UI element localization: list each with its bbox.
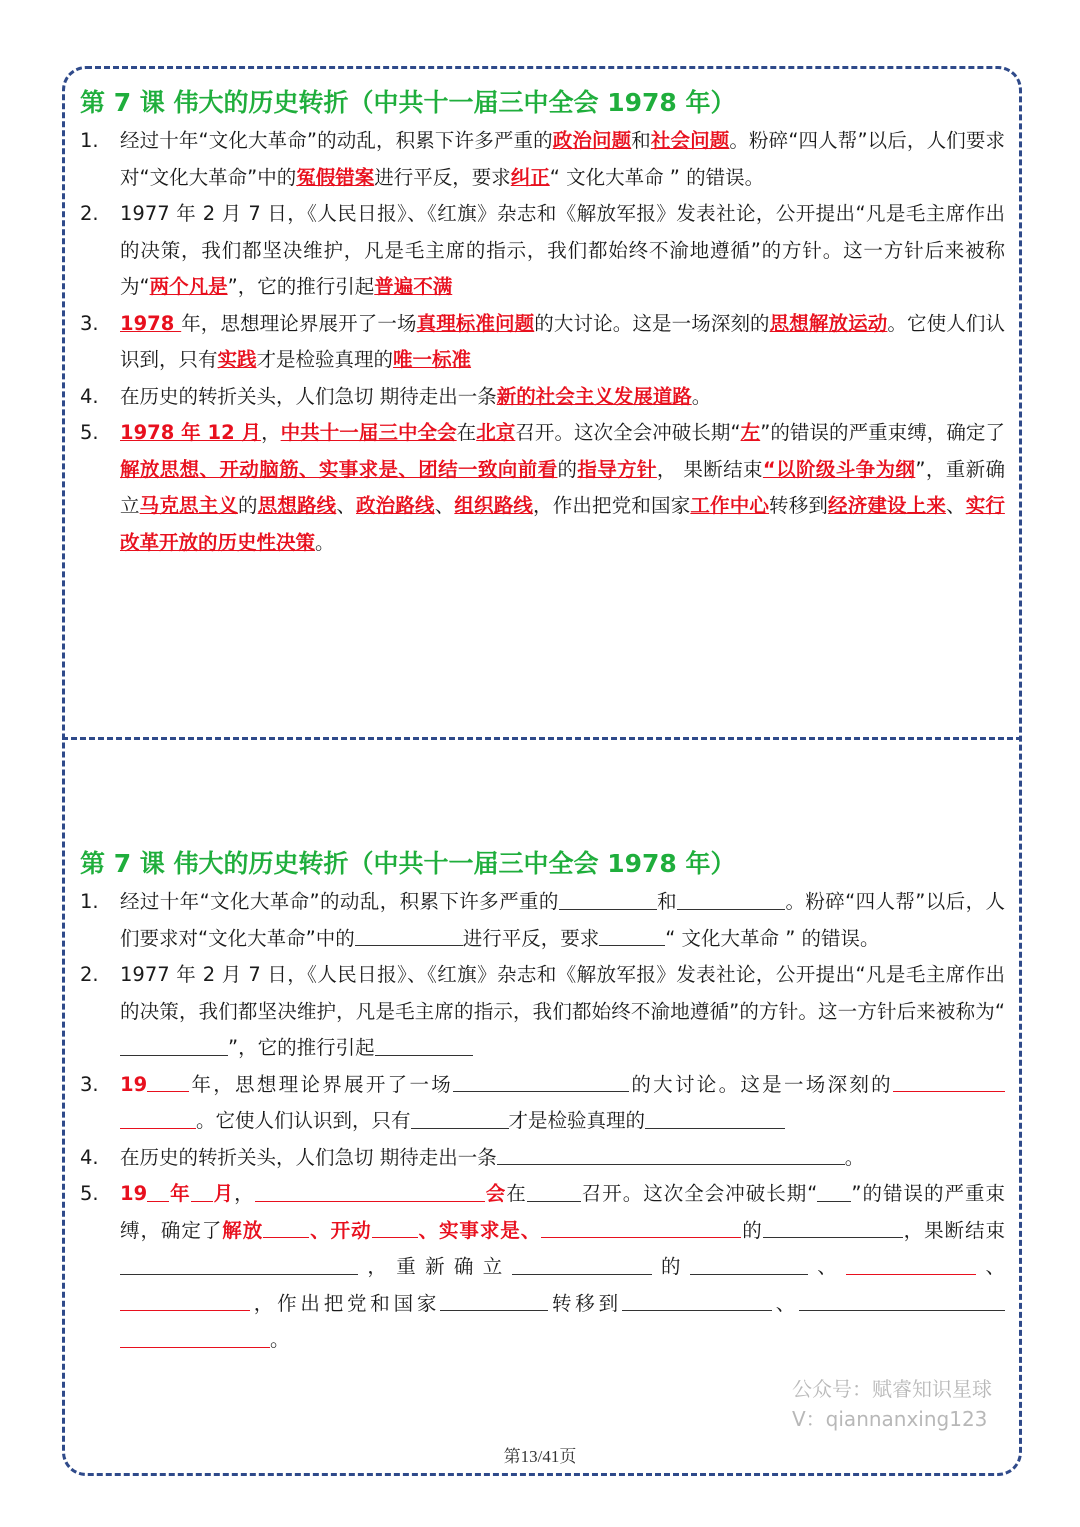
section-divider (62, 737, 1022, 740)
answer-blank[interactable] (622, 1291, 772, 1312)
item-text: 19 年，思想理论界展开了一场 的大讨论。这是一场深刻的。它使人们认识到，只有 才是检验真理的 (120, 1067, 1005, 1140)
list-item-4 (80, 379, 1005, 416)
list-item-5 (80, 415, 1005, 561)
answer-blank[interactable] (512, 1254, 652, 1275)
answer-blank[interactable] (440, 1291, 548, 1312)
answer-blank[interactable] (599, 926, 665, 947)
answer-blank[interactable] (263, 1218, 309, 1239)
item-text: 1977 年 2 月 7 日，《人民日报》、《红旗》杂志和《解放军报》发表社论，公开提出“凡是毛主席作出的决策，我们都坚决维护，凡是毛主席的指示，我们都始终不渝地遵循”的方针。这一方针后来被称为“”，它的推行引起 (120, 963, 1005, 1059)
answer-blank[interactable] (541, 1218, 741, 1239)
list-item-5 (80, 1176, 1005, 1359)
list-item-3 (80, 1067, 1005, 1140)
watermark (792, 1374, 992, 1434)
list-item-4 (80, 1140, 1005, 1177)
answer-blank[interactable] (191, 1181, 213, 1202)
answer-blank[interactable] (120, 1327, 270, 1348)
answer-blank[interactable] (645, 1108, 785, 1129)
answer-blank[interactable] (817, 1181, 851, 1202)
answer-blank[interactable] (453, 1072, 629, 1093)
item-number: 5. (80, 421, 99, 444)
answer-blank[interactable] (763, 1218, 903, 1239)
lesson-title: 第 7 课 伟大的历史转折（中共十一届三中全会 1978 年） (80, 849, 736, 878)
item-text: 经过十年“文化大革命”的动乱，积累下许多严重的 和 。粉碎“四人帮”以后，人们要求对“文化大革命”中的 进行平反，要求 “ 文化大革命 ” 的错误。 (120, 890, 1005, 950)
answer-section (80, 85, 1005, 561)
answer-blank[interactable] (375, 1035, 473, 1056)
list-item-3 (80, 306, 1005, 379)
watermark-line: 公众号：赋睿知识星球 (792, 1377, 992, 1401)
item-number: 2. (80, 202, 99, 225)
item-text: 在历史的转折关头，人们急切 期待走出一条新的社会主义发展道路。 (120, 384, 712, 408)
answer-blank[interactable] (120, 1108, 196, 1129)
answer-blank[interactable] (147, 1181, 169, 1202)
item-text: 19 年 月， 会在 召开。这次全会冲破长期“ ”的错误的严重束缚，确定了解放 、开动 、实事求是、 的 ，果断结束，重新确立 的 、 、，作出把党和国家 转移到 、。 (120, 1182, 1005, 1351)
answer-blank[interactable] (559, 889, 657, 910)
list-item-2 (80, 957, 1005, 1067)
answer-blank[interactable] (677, 889, 785, 910)
answer-blank[interactable] (147, 1072, 189, 1093)
item-number: 1. (80, 129, 99, 152)
item-number: 4. (80, 384, 99, 408)
answer-blank[interactable] (255, 1181, 485, 1202)
page-number: 第13/41页 (503, 1447, 577, 1466)
answer-blank[interactable] (893, 1072, 1005, 1093)
answer-blank[interactable] (846, 1254, 976, 1275)
answer-blank[interactable] (799, 1291, 1005, 1312)
item-number: 3. (80, 311, 99, 335)
answer-blank[interactable] (120, 1035, 228, 1056)
item-text: 1978 年 12 月，中共十一届三中全会在北京召开。这次全会冲破长期“左”的错误的严重束缚，确定了解放思想、开动脑筋、实事求是、团结一致向前看的指导方针， 果断结束“以阶级斗争为纲”，重新确立马克思主义的思想路线、政治路线、组织路线，作出把党和国家工作中心转移到经济建设上来、实行改革开放的历史性决策。 (120, 421, 1005, 554)
lesson-title: 第 7 课 伟大的历史转折（中共十一届三中全会 1978 年） (80, 88, 736, 117)
item-number: 3. (80, 1072, 99, 1096)
answer-blank[interactable] (120, 1254, 358, 1275)
answer-blank[interactable] (690, 1254, 808, 1275)
list-item-1 (80, 123, 1005, 196)
list-item-2 (80, 196, 1005, 306)
item-number: 1. (80, 890, 99, 913)
answer-blank[interactable] (372, 1218, 418, 1239)
answer-blank[interactable] (497, 1145, 845, 1166)
item-text: 经过十年“文化大革命”的动乱，积累下许多严重的政治问题和社会问题。粉碎“四人帮”以后，人们要求对“文化大革命”中的冤假错案进行平反，要求纠正“ 文化大革命 ” 的错误。 (120, 129, 1005, 189)
list-item-1 (80, 884, 1005, 957)
item-number: 2. (80, 963, 99, 986)
answer-blank[interactable] (411, 1108, 509, 1129)
item-number: 4. (80, 1145, 99, 1169)
item-text: 1978 年，思想理论界展开了一场真理标准问题的大讨论。这是一场深刻的思想解放运动。它使人们认识到，只有实践才是检验真理的唯一标准 (120, 311, 1005, 371)
item-text: 1977 年 2 月 7 日，《人民日报》、《红旗》杂志和《解放军报》发表社论，公开提出“凡是毛主席作出的决策，我们都坚决维护，凡是毛主席的指示，我们都始终不渝地遵循”的方针。这一方针后来被称为“两个凡是”，它的推行引起普遍不满 (120, 202, 1005, 298)
answer-blank[interactable] (355, 926, 463, 947)
answer-blank[interactable] (120, 1291, 250, 1312)
blank-section (80, 846, 1005, 1359)
item-number: 5. (80, 1182, 99, 1205)
answer-blank[interactable] (527, 1181, 581, 1202)
item-text: 在历史的转折关头，人们急切 期待走出一条 。 (120, 1145, 865, 1169)
watermark-line: V：qiannanxing123 (792, 1407, 988, 1431)
